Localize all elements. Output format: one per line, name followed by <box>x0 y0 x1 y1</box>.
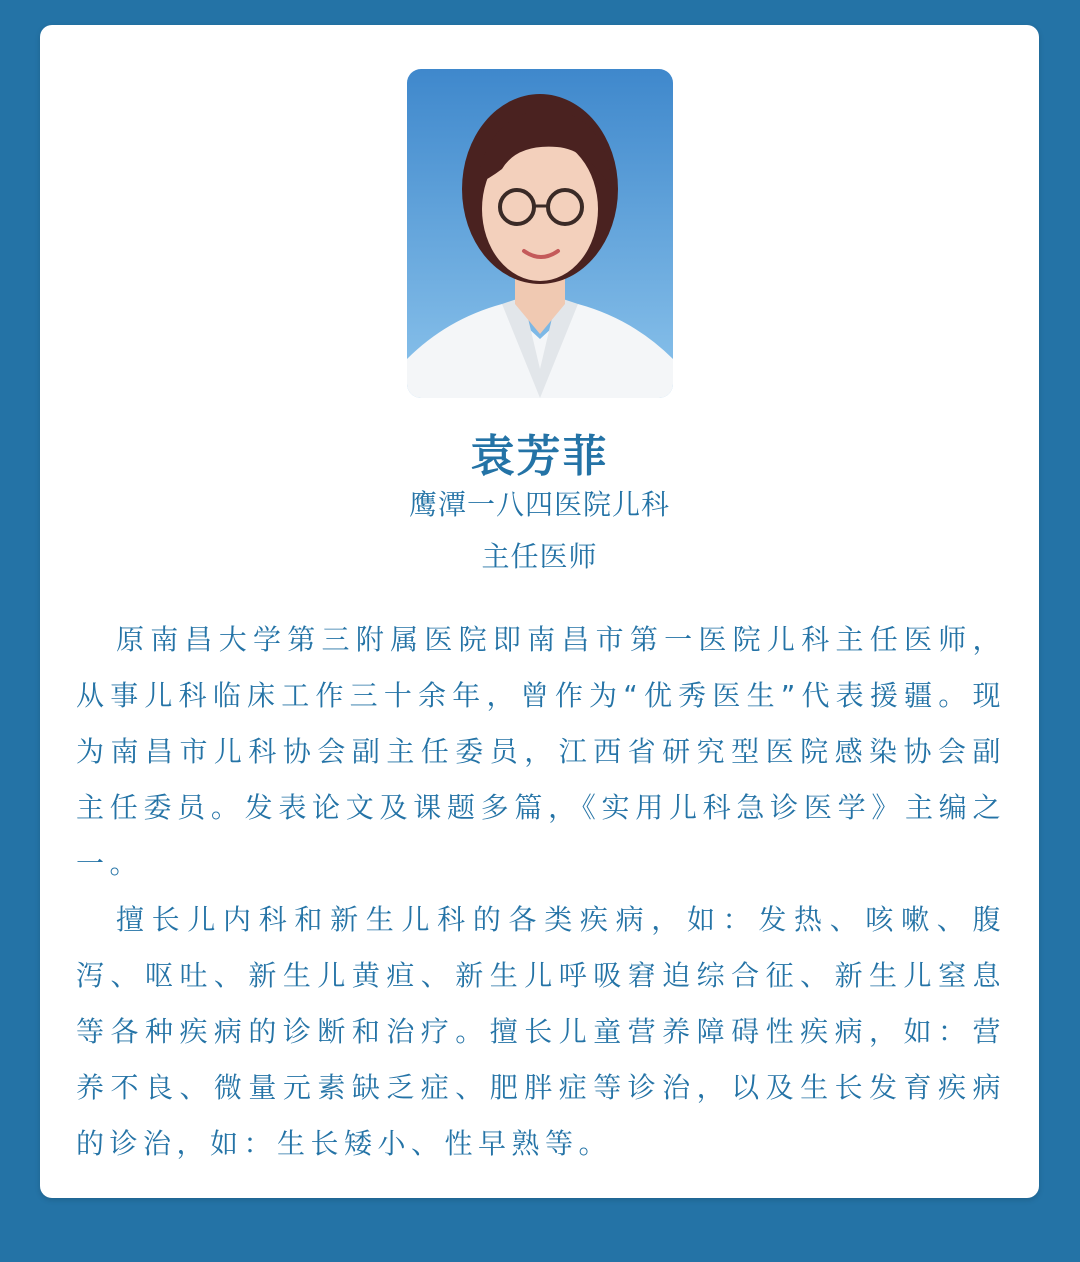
bio-paragraph-background: 原南昌大学第三附属医院即南昌市第一医院儿科主任医师，从事儿科临床工作三十余年，曾作为“优秀医生”代表援疆。现为南昌市儿科协会副主任委员，江西省研究型医院感染协会副主任委员。发表论文及课题多篇，《实用儿科急诊医学》主编之一。 <box>76 623 1006 880</box>
profile-card <box>40 25 1039 1198</box>
doctor-bio <box>76 612 1006 1172</box>
doctor-portrait-icon <box>407 69 673 398</box>
doctor-name: 袁芳菲 <box>470 431 609 482</box>
doctor-department: 鹰潭一八四医院儿科 <box>408 488 670 521</box>
bio-paragraph-specialties: 擅长儿内科和新生儿科的各类疾病，如：发热、咳嗽、腹泻、呕吐、新生儿黄疸、新生儿呼吸窘迫综合征、新生儿窒息等各种疾病的诊断和治疗。擅长儿童营养障碍性疾病，如：营养不良、微量元素缺乏症、肥胖症等诊治，以及生长发育疾病的诊治，如：生长矮小、性早熟等。 <box>76 903 1006 1160</box>
doctor-title: 主任医师 <box>481 540 598 573</box>
